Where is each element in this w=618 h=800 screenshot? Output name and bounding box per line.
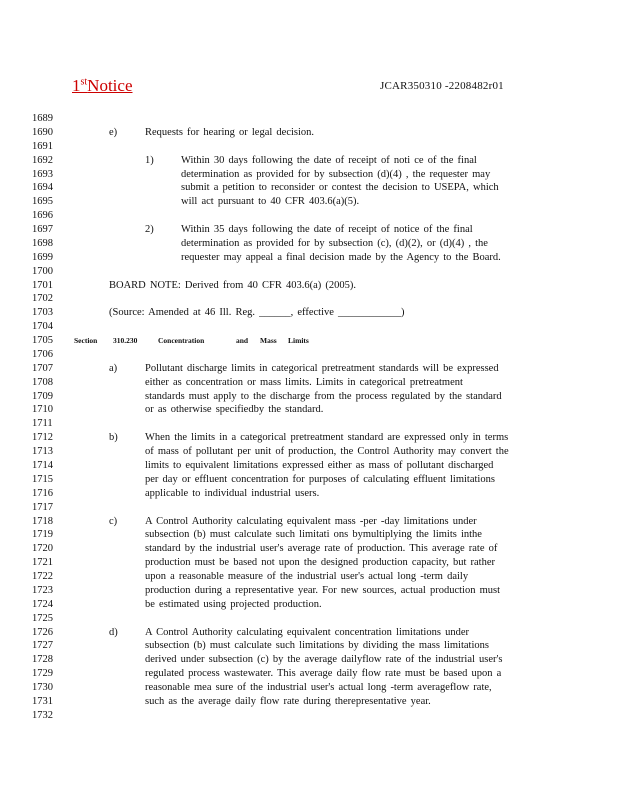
body-text-line: standards must apply to the discharge from the process regulated by the standard [145, 390, 502, 402]
body-text-line: (Source: Amended at 46 Ill. Reg. ______, effective ____________) [109, 307, 405, 319]
line-number: 1704 [32, 321, 53, 333]
body-text-line: A Control Authority calculating equivalent concentration limitations under [145, 626, 469, 638]
section-heading-text: and [236, 336, 249, 346]
body-text-line: standard by the industrial user's average rate of production. This average rate of [145, 543, 498, 555]
body-text-line: upon a reasonable measure of the industrial user's actual long -term daily [145, 571, 469, 583]
body-text-line: production must be based not upon the designed production capacity, but rather [145, 557, 495, 569]
line-number: 1699 [32, 251, 53, 263]
line-number: 1689 [32, 113, 53, 124]
line-number: 1701 [32, 279, 53, 291]
line-number: 1690 [32, 126, 53, 138]
line-number: 1721 [32, 557, 53, 569]
body-text-line: c) [109, 515, 118, 527]
body-text-line: determination as provided for by subsection (c), (d)(2), or (d)(4) , the [181, 237, 488, 249]
body-text-line: will act pursuant to 40 CFR 403.6(a)(5). [181, 196, 360, 208]
body-text-line: 2) [145, 224, 154, 236]
line-number: 1714 [32, 460, 53, 471]
body-text-line: limits to equivalent limitations expressed either as mass of pollutant discharged [145, 460, 494, 471]
section-heading-text: 310.230 [113, 336, 138, 346]
line-number: 1708 [32, 376, 53, 388]
section-heading-text: Mass [260, 336, 277, 346]
body-text-line: of mass of pollutant per unit of production, the Control Authority may convert the [145, 446, 509, 458]
line-number: 1726 [32, 626, 53, 638]
line-number: 1732 [32, 709, 53, 721]
line-number: 1727 [32, 640, 53, 652]
body-text-line: BOARD NOTE: Derived from 40 CFR 403.6(a) (2005). [109, 279, 357, 291]
line-number: 1725 [32, 612, 53, 624]
line-number: 1709 [32, 390, 53, 402]
section-heading-text: Concentration [158, 336, 205, 346]
notice-label [72, 76, 133, 96]
body-text-line: or as otherwise specifiedby the standard. [145, 404, 324, 416]
line-number: 1713 [32, 446, 53, 458]
line-number: 1724 [32, 598, 53, 610]
body-text-line: reasonable mea sure of the industrial user's actual long -term averageflow rate, [145, 682, 492, 694]
body-text-line: b) [109, 432, 118, 444]
line-number: 1718 [32, 515, 53, 527]
body-text-line: either as concentration or mass limits. Limits in categorical pretreatment [145, 376, 463, 388]
body-text-line: Pollutant discharge limits in categorical pretreatment standards will be expressed [145, 362, 499, 374]
line-number: 1729 [32, 668, 53, 680]
line-number: 1716 [32, 487, 53, 499]
body-text-line: Within 30 days following the date of receipt of noti ce of the final [181, 154, 477, 166]
line-number: 1702 [32, 293, 53, 305]
body-text-line: derived under subsection (c) by the average dailyflow rate of the industrial user's [145, 654, 503, 666]
line-number: 1730 [32, 682, 53, 694]
body-text-line: requester may appeal a final decision made by the Agency to the Board. [181, 251, 501, 263]
body-text-line: per day or effluent concentration for purposes of calculating effluent limitations [145, 473, 495, 485]
body-text-line: such as the average daily flow rate during therepresentative year. [145, 695, 431, 707]
line-number: 1711 [32, 418, 53, 430]
body-text-line: regulated process wastewater. This average daily flow rate must be based upon a [145, 668, 502, 680]
body-text-line: d) [109, 626, 118, 638]
line-number: 1694 [32, 182, 53, 194]
line-number: 1700 [32, 265, 53, 277]
body-text-line: subsection (b) must calculate such limitati ons bymultiplying the limits inthe [145, 529, 482, 541]
body-text-line: Requests for hearing or legal decision. [145, 126, 315, 138]
line-number: 1698 [32, 237, 53, 249]
notice-word: Notice [87, 76, 133, 95]
line-number: 1712 [32, 432, 53, 444]
line-number: 1731 [32, 695, 53, 707]
line-number: 1693 [32, 168, 53, 180]
line-number: 1703 [32, 307, 53, 319]
line-number: 1691 [32, 140, 53, 152]
body-text-line: production during a representative year. For new sources, actual production must [145, 584, 500, 596]
line-number: 1722 [32, 571, 53, 583]
body-text-line: e) [109, 126, 118, 138]
body-text-line: determination as provided for by subsection (d)(4) , the requester may [181, 168, 491, 180]
line-number: 1715 [32, 473, 53, 485]
line-number: 1692 [32, 154, 53, 166]
line-number: 1710 [32, 404, 53, 416]
body-text-line: 1) [145, 154, 154, 166]
notice-number: 1 [72, 76, 81, 95]
document-id: JCAR350310 -2208482r01 [380, 80, 504, 92]
body-text-line: subsection (b) must calculate such limitations by dividing the mass limitations [145, 640, 489, 652]
body-text-line: submit a petition to reconsider or contest the decision to USEPA, which [181, 182, 499, 194]
body-text-line: Within 35 days following the date of receipt of notice of the final [181, 224, 473, 236]
line-number: 1706 [32, 348, 53, 360]
line-number: 1723 [32, 584, 53, 596]
line-number: 1720 [32, 543, 53, 555]
notice-ordinal: st [80, 76, 88, 88]
body-text-line: applicable to individual industrial users. [145, 487, 320, 499]
line-number: 1719 [32, 529, 53, 541]
line-number: 1705 [32, 335, 53, 347]
section-heading-text: Section [74, 336, 98, 346]
body-text-line: a) [109, 362, 118, 374]
line-number: 1695 [32, 196, 53, 208]
line-number: 1697 [32, 224, 53, 236]
page-header [72, 76, 578, 96]
section-heading-text: Limits [288, 336, 309, 346]
line-number: 1717 [32, 501, 53, 513]
line-number: 1728 [32, 654, 53, 666]
body-text-line: A Control Authority calculating equivalent mass -per -day limitations under [145, 515, 477, 527]
line-number: 1707 [32, 362, 53, 374]
body-text-line: When the limits in a categorical pretreatment standard are expressed only in terms [145, 432, 509, 444]
body-text-line: be estimated using projected production. [145, 598, 322, 610]
line-number: 1696 [32, 210, 53, 222]
